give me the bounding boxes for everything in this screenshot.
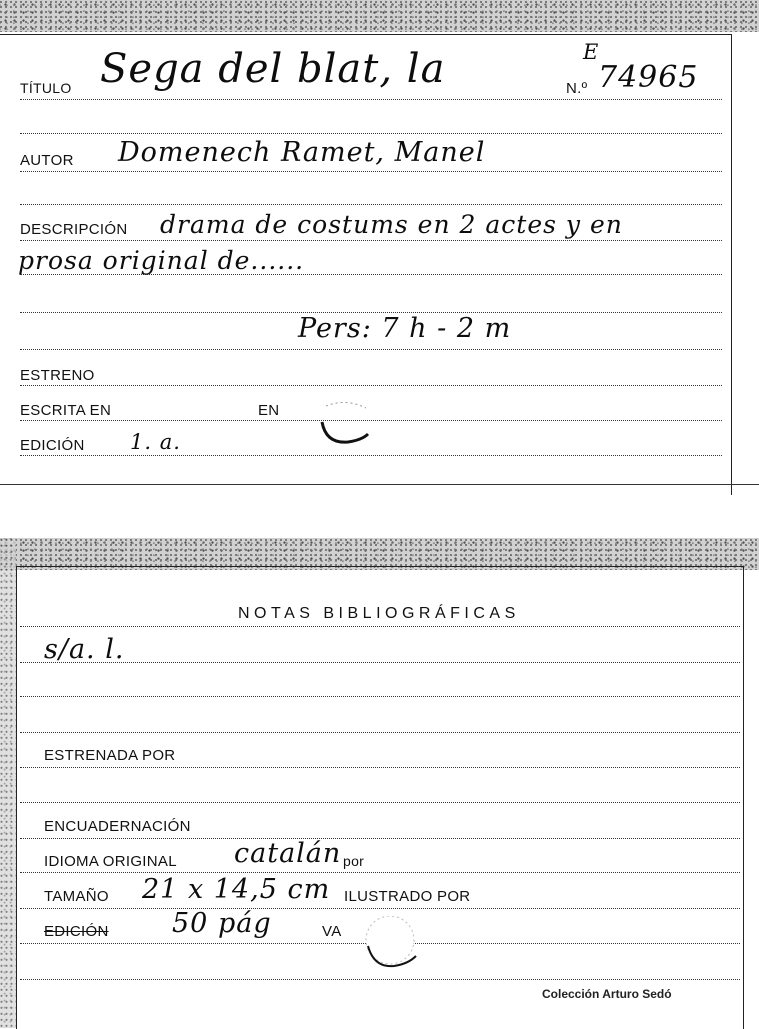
va-label: VA [322, 923, 342, 940]
blank-rule [20, 979, 740, 980]
catalog-card-front [0, 0, 759, 495]
numero-label: N.º [566, 80, 588, 97]
autor-label: AUTOR [20, 152, 74, 169]
titulo-value: Sega del blat, la [100, 46, 446, 92]
estrenada-por-label: ESTRENADA POR [44, 747, 176, 764]
descripcion-line1: drama de costums en 2 actes y en [160, 210, 623, 239]
notes-rule [20, 662, 740, 663]
encuadernacion-label: ENCUADERNACIÓN [44, 818, 191, 835]
idioma-rule [20, 872, 740, 873]
autor-value: Domenech Ramet, Manel [118, 137, 486, 168]
tamano-rule [20, 908, 740, 909]
estreno-rule [20, 385, 722, 386]
blank-rule [20, 802, 740, 803]
edicion-value: 1. a. [130, 430, 181, 454]
collection-footer: Colección Arturo Sedó [542, 987, 672, 1001]
edicion-label: EDICIÓN [20, 437, 85, 454]
titulo-label: TÍTULO [20, 80, 72, 96]
blank-rule [20, 204, 722, 205]
encuadernacion-rule [20, 838, 740, 839]
card-bottom-edge [0, 484, 759, 485]
catalog-card-back [0, 538, 759, 1028]
blank-rule [20, 732, 740, 733]
descripcion-line2: prosa original de...... [18, 246, 305, 275]
card-side-texture [0, 538, 16, 1028]
por-label: por [343, 853, 365, 869]
personajes-rule [20, 349, 722, 350]
ilustrado-por-label: ILUSTRADO POR [344, 888, 471, 905]
tamano-value: 21 x 14,5 cm [142, 874, 331, 905]
card-edge-texture [0, 0, 759, 32]
punch-hole-mark [360, 916, 430, 976]
idioma-original-label: IDIOMA ORIGINAL [44, 853, 177, 870]
titulo-rule [20, 99, 722, 100]
estreno-label: ESTRENO [20, 367, 95, 384]
paginas-value: 50 pág [172, 908, 272, 939]
notas-value: s/a. l. [44, 634, 125, 665]
tamano-label: TAMAÑO [44, 888, 109, 905]
blank-rule [20, 696, 740, 697]
en-label: EN [258, 402, 280, 419]
descripcion-rule [20, 240, 722, 241]
numero-prefix: E [583, 40, 600, 64]
autor-rule [20, 171, 722, 172]
blank-rule [20, 133, 722, 134]
idioma-original-value: catalán [234, 838, 342, 869]
heading-rule [20, 626, 740, 627]
punch-hole-mark [316, 400, 376, 450]
notas-heading: NOTAS BIBLIOGRÁFICAS [238, 605, 520, 622]
estrenada-rule [20, 767, 740, 768]
edicion-rule [20, 455, 722, 456]
numero-value: 74965 [598, 60, 699, 95]
personajes-value: Pers: 7 h - 2 m [298, 313, 512, 344]
escrita-en-label: ESCRITA EN [20, 402, 112, 419]
descripcion-label: DESCRIPCIÓN [20, 221, 128, 238]
edicion-label: EDICIÓN [44, 923, 109, 940]
